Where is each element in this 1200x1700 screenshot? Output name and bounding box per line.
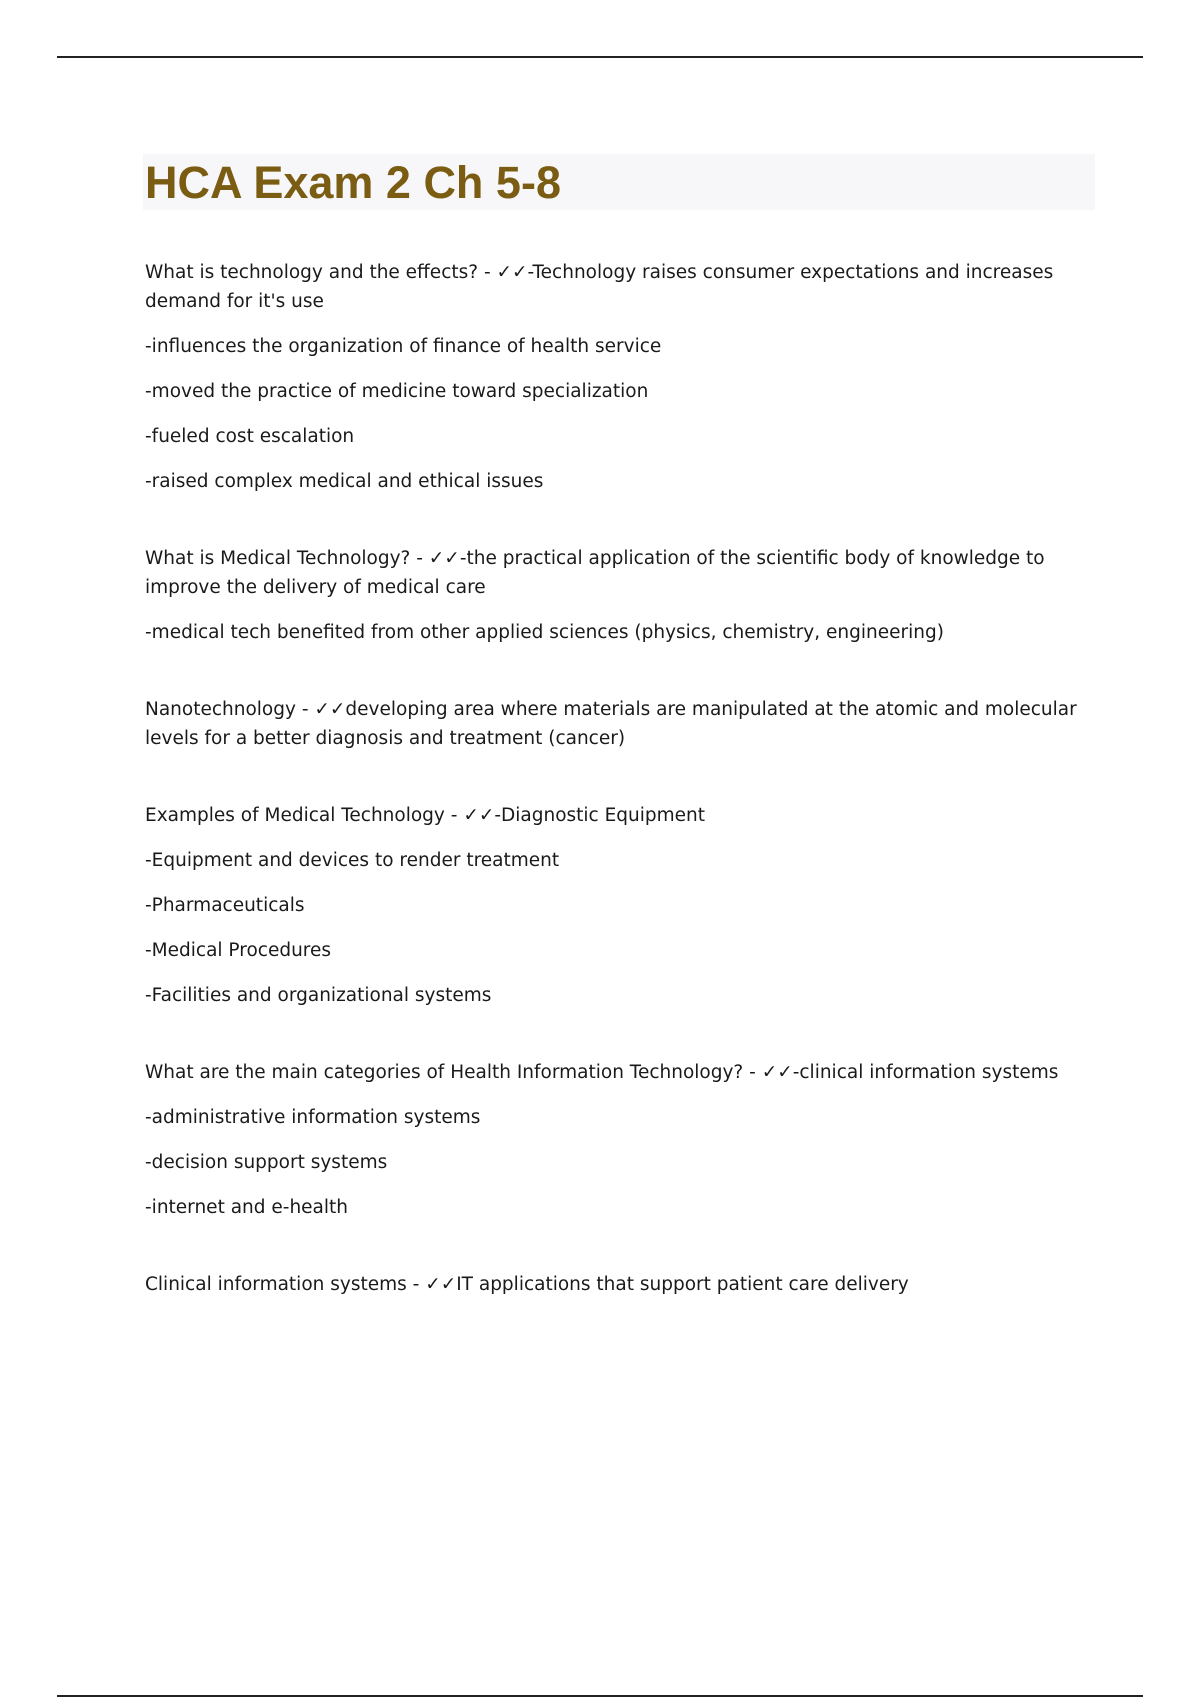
qa-entry [145,1270,1095,1299]
question-text: Nanotechnology [145,699,296,720]
top-rule [57,56,1143,58]
check-marks-icon: ✓✓ [463,805,495,826]
document-title: HCA Exam 2 Ch 5-8 [145,156,561,208]
answer-text: -the practical application of the scientific body of knowledge to improve the delivery of medical care [145,548,1045,598]
question-text: What are the main categories of Health Information Technology? [145,1062,744,1083]
answer-line: -internet and e-health [145,1197,349,1218]
separator: - [406,1274,426,1295]
qa-entry [145,258,1095,496]
answer-line: -moved the practice of medicine toward specialization [145,381,649,402]
qa-line-first [145,1058,1095,1087]
separator: - [295,699,315,720]
question-text: Examples of Medical Technology [145,805,445,826]
answer-line: -influences the organization of finance of health service [145,336,662,357]
answer-text: developing area where materials are manipulated at the atomic and molecular levels for a better diagnosis and treatment (cancer) [145,699,1077,749]
answer-line: -medical tech benefited from other applied sciences (physics, chemistry, engineering) [145,622,944,643]
check-marks-icon: ✓✓ [425,1274,457,1295]
separator: - [743,1062,762,1083]
qa-list [145,258,1095,1299]
check-marks-icon: ✓✓ [428,548,460,569]
qa-entry [145,695,1095,753]
answer-line: -fueled cost escalation [145,426,355,447]
answer-text: IT applications that support patient care delivery [456,1274,909,1295]
question-text: Clinical information systems [145,1274,407,1295]
qa-entry [145,801,1095,1010]
answer-line: -raised complex medical and ethical issues [145,471,544,492]
answer-line: -administrative information systems [145,1107,481,1128]
answer-line: -decision support systems [145,1152,388,1173]
document-body [145,154,1095,1347]
separator: - [410,548,429,569]
qa-line-first [145,695,1095,753]
qa-entry [145,544,1095,647]
separator: - [444,805,464,826]
separator: - [478,262,497,283]
qa-line-first [145,801,1095,830]
check-marks-icon: ✓✓ [496,262,528,283]
answer-line: -Pharmaceuticals [145,895,305,916]
question-text: What is Medical Technology? [145,548,411,569]
qa-entry [145,1058,1095,1222]
qa-line-first [145,258,1095,316]
qa-line-first [145,1270,1095,1299]
answer-text: -Technology raises consumer expectations and increases demand for it's use [145,262,1054,312]
answer-text: -Diagnostic Equipment [494,805,706,826]
check-marks-icon: ✓✓ [314,699,346,720]
answer-line: -Equipment and devices to render treatment [145,850,560,871]
check-marks-icon: ✓✓ [761,1062,793,1083]
title-band [143,154,1095,210]
answer-line: -Medical Procedures [145,940,332,961]
question-text: What is technology and the effects? [145,262,479,283]
answer-line: -Facilities and organizational systems [145,985,492,1006]
qa-line-first [145,544,1095,602]
bottom-rule [57,1695,1143,1697]
answer-text: -clinical information systems [792,1062,1059,1083]
